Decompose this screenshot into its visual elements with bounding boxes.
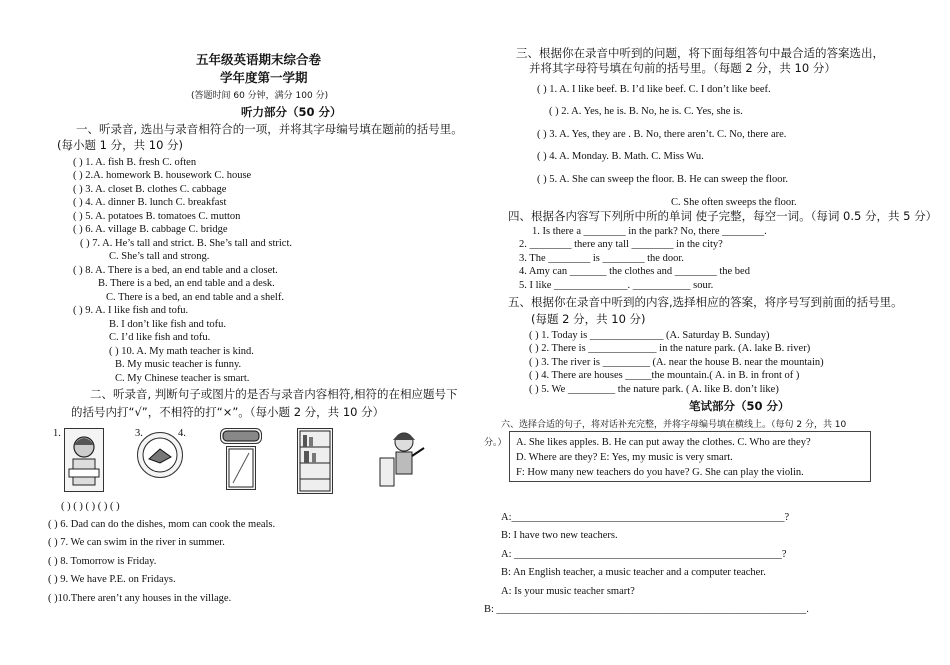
part6-heading-line2: 分。）: [484, 438, 507, 448]
part1-q3: ( ) 3. A. closet B. clothes C. cabbage: [73, 184, 227, 195]
picture-food-plate: [137, 432, 183, 478]
written-heading: 笔试部分（50 分）: [689, 399, 790, 413]
part1-q4: ( ) 4. A. dinner B. lunch C. breakfast: [73, 197, 227, 208]
part1-q7-ab: ( ) 7. A. He’s tall and strict. B. She’s tall and strict.: [80, 238, 293, 249]
part2-q8: ( ) 8. Tomorrow is Friday.: [48, 556, 157, 567]
dialog-line-b2: B: An English teacher, a music teacher and a computer teacher.: [501, 567, 766, 578]
part1-q10-a: ( ) 10. A. My math teacher is kind.: [109, 346, 254, 357]
part1-q9-c: C. I’d like fish and tofu.: [109, 332, 211, 343]
part3-q3: ( ) 3. A. Yes, they are . B. No, there aren’t. C. No, there are.: [537, 129, 787, 140]
part3-q5-c: C. She often sweeps the floor.: [671, 197, 797, 208]
part3-heading-line1: 三、根据你在录音中听到的问题，将下面每组答句中最合适的答案选出，: [516, 46, 884, 60]
part1-q8-b: B. There is a bed, an end table and a desk.: [98, 278, 275, 289]
part4-s1: 1. Is there a ________ in the park? No, there ________.: [532, 226, 767, 237]
part3-q1: ( ) 1. A. I like beef. B. I’d like beef. C. I don’t like beef.: [537, 84, 771, 95]
dialog-line-b3[interactable]: B: ___________________________________________________________.: [484, 604, 809, 615]
part1-heading: 一、听录音, 选出与录音相符合的一项，并将其字母编号填在题前的括号里。: [76, 122, 463, 136]
picture-number-3: 3.: [135, 428, 143, 439]
part4-s3: 3. The ________ is ________ the door.: [519, 253, 684, 264]
picture-bookshelf: [297, 428, 333, 494]
part5-q2: ( ) 2. There is _____________ in the nature park. (A. lake B. river): [529, 343, 811, 354]
part5-q5: ( ) 5. We _________ the nature park. ( A. like B. don’t like): [529, 384, 779, 395]
part6-options-line1: A. She likes apples. B. He can put away the clothes. C. Who are they?: [516, 437, 811, 448]
part2-heading-line2: 的括号内打“√”，不相符的打“×”。（每小题 2 分，共 10 分）: [71, 405, 385, 419]
picture-number-4: 4.: [178, 428, 186, 439]
exam-time-note: (答题时间 60 分钟，满分 100 分): [191, 91, 329, 101]
part1-q5: ( ) 5. A. potatoes B. tomatoes C. mutton: [73, 211, 241, 222]
part4-s5: 5. I like ______________. ___________ sour.: [519, 280, 714, 291]
dialog-line-a1[interactable]: A:____________________________________________________?: [501, 512, 790, 523]
dialog-line-a3: A: Is your music teacher smart?: [501, 586, 635, 597]
dialog-line-a2[interactable]: A: ___________________________________________________?: [501, 549, 787, 560]
part3-q5: ( ) 5. A. She can sweep the floor. B. He can sweep the floor.: [537, 174, 789, 185]
part6-options-line2: D. Where are they? E: Yes, my music is very smart.: [516, 452, 733, 463]
part5-q3: ( ) 3. The river is _________ (A. near the house B. near the mountain): [529, 357, 824, 368]
part1-q10-c: C. My Chinese teacher is smart.: [115, 373, 250, 384]
part4-heading: 四、根据各内容写下列所中所的单词 使子完整，每空一词。（每词 0.5 分，共 5 分）: [508, 209, 938, 223]
part6-heading-line1: 六、选择合适的句子，将对话补充完整，并将字母编号填在横线上。（每句 2 分，共 10: [501, 420, 847, 430]
part2-q10: ( )10.There aren’t any houses in the village.: [48, 593, 232, 604]
part1-q8-c: C. There is a bed, an end table and a shelf.: [106, 292, 284, 303]
picture-tofu-pack: [220, 428, 262, 444]
part3-q4: ( ) 4. A. Monday. B. Math. C. Miss Wu.: [537, 151, 704, 162]
part5-q1: ( ) 1. Today is ______________ (A. Saturday B. Sunday): [529, 330, 770, 341]
part1-q10-b: B. My music teacher is funny.: [115, 359, 242, 370]
part2-q6: ( ) 6. Dad can do the dishes, mom can cook the meals.: [48, 519, 276, 530]
part4-s2: 2. ________ there any tall ________ in the city?: [519, 239, 723, 250]
picture-number-2: 2.: [93, 428, 101, 439]
part2-answer-parens[interactable]: ( ) ( ) ( ) ( ) ( ): [61, 501, 120, 512]
part5-points: (每题 2 分，共 10 分): [531, 312, 646, 326]
part2-q7: ( ) 7. We can swim in the river in summer.: [48, 537, 225, 548]
dialog-line-b1: B: I have two new teachers.: [501, 530, 618, 541]
exam-title: 五年级英语期末综合卷: [196, 52, 322, 67]
part4-s4: 4. Amy can _______ the clothes and ________ the bed: [519, 266, 750, 277]
part1-q8-a: ( ) 8. A. There is a bed, an end table and a closet.: [73, 265, 278, 276]
part5-heading: 五、根据你在录音中听到的内容,选择相应的答案，将序号写到前面的括号里。: [508, 295, 903, 309]
part6-options-line3: F: How many new teachers do you have? G. She can play the violin.: [516, 467, 804, 478]
part1-q6: ( ) 6. A. village B. cabbage C. bridge: [73, 224, 228, 235]
part1-q9-a: ( ) 9. A. I like fish and tofu.: [73, 305, 189, 316]
picture-number-1: 1.: [53, 428, 61, 439]
part1-points: (每小题 1 分，共 10 分): [57, 138, 184, 152]
part1-q7-c: C. She’s tall and strong.: [109, 251, 210, 262]
picture-woman-reading: [64, 428, 104, 492]
part2-heading-line1: 二、听录音, 判断句子或图片的是否与录音内容相符,相符的在相应题号下: [90, 387, 458, 401]
part1-q1: ( ) 1. A. fish B. fresh C. often: [73, 157, 197, 168]
part3-heading-line2: 并将其字母符号填在句前的括号里。（每题 2 分，共 10 分）: [529, 61, 836, 75]
part1-q2: ( ) 2.A. homework B. housework C. house: [73, 170, 252, 181]
picture-girl-violin: [376, 428, 426, 492]
part3-q2: ( ) 2. A. Yes, he is. B. No, he is. C. Yes, she is.: [549, 106, 743, 117]
part2-q9: ( ) 9. We have P.E. on Fridays.: [48, 574, 176, 585]
picture-window: [226, 446, 256, 490]
listening-heading: 听力部分（50 分）: [241, 105, 342, 119]
part5-q4: ( ) 4. There are houses _____the mountain.( A. in B. in front of ): [529, 370, 800, 381]
part1-q9-b: B. I don’t like fish and tofu.: [109, 319, 227, 330]
exam-subtitle: 学年度第一学期: [220, 70, 308, 85]
